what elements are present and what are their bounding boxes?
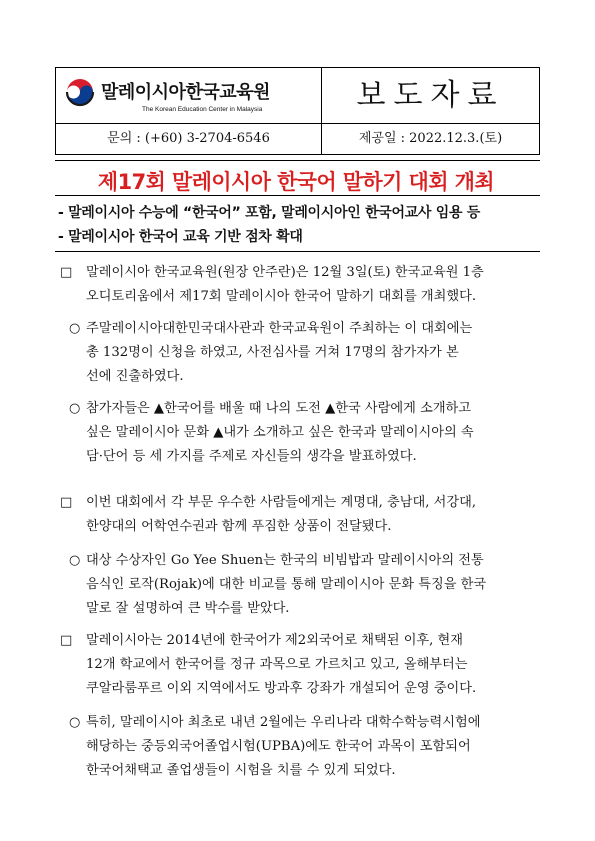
paragraph-line: 총 132명이 신청을 하였고, 사전심사를 거쳐 17명의 참가자가 본 [86, 345, 459, 360]
paragraph-line: 말로 잘 설명하여 큰 박수를 받았다. [86, 601, 290, 616]
paragraph-line: 쿠알라룸푸르 이외 지역에서도 방과후 강좌가 개설되어 운영 중이다. [86, 681, 477, 696]
paragraph-line: 한국어채택교 졸업생들이 시험을 치를 수 있게 되었다. [86, 763, 396, 778]
paragraph-line: 대상 수상자인 Go Yee Shuen는 한국의 비빔밥과 말레이시아의 전통 [86, 553, 484, 568]
title-top-rule [55, 160, 540, 161]
square-bullet-icon: □ [60, 265, 73, 280]
subtitle-2: - 말레이시아 한국어 교육 기반 점차 확대 [58, 229, 303, 245]
paragraph-line: 해당하는 중등외국어졸업시험(UPBA)에도 한국어 과목이 포함되어 [86, 739, 471, 754]
subtitle-rule [55, 251, 540, 252]
korea-emblem-icon [64, 76, 96, 108]
paragraph-line: 선에 진출하였다. [86, 369, 184, 384]
org-name: 말레이시아한국교육원 [101, 82, 270, 103]
press-release-label: 보도자료 [356, 78, 505, 113]
circle-bullet-icon: ○ [69, 715, 81, 730]
square-bullet-icon: □ [60, 495, 73, 510]
page-title: 제17회 말레이시아 한국어 말하기 대회 개최 [97, 170, 495, 194]
paragraph-line: 주말레이시아대한민국대사관과 한국교육원이 주최하는 이 대회에는 [86, 321, 473, 336]
press-header [55, 67, 540, 155]
circle-bullet-icon: ○ [69, 553, 81, 568]
circle-bullet-icon: ○ [69, 321, 81, 336]
paragraph-line: 말레이시아 한국교육원(원장 안주란)은 12월 3일(토) 한국교육원 1층 [86, 265, 484, 280]
contact-phone: 문의 : (+60) 3-2704-6546 [107, 131, 270, 146]
paragraph-line: 말레이시아는 2014년에 한국어가 제2외국어로 채택된 이후, 현재 [86, 633, 464, 648]
paragraph-line: 참가자들은 ▲한국어를 배울 때 나의 도전 ▲한국 사람에게 소개하고 [86, 401, 472, 416]
paragraph-line: 오디토리움에서 제17회 말레이시아 한국어 말하기 대회를 개최했다. [86, 289, 477, 304]
paragraph-line: 특히, 말레이시아 최초로 내년 2월에는 우리나라 대학수학능력시험에 [86, 715, 481, 730]
subtitle-1: - 말레이시아 수능에 “한국어” 포함, 말레이시아인 한국어교사 임용 등 [58, 205, 480, 221]
paragraph-line: 음식인 로작(Rojak)에 대한 비교를 통해 말레이시아 문화 특징을 한국 [86, 577, 487, 592]
paragraph-line: 한양대의 어학연수권과 함께 푸짐한 상품이 전달됐다. [86, 519, 392, 534]
circle-bullet-icon: ○ [69, 401, 81, 416]
paragraph-line: 싶은 말레이시아 문화 ▲내가 소개하고 싶은 한국과 말레이시아의 속 [86, 425, 474, 440]
release-date: 제공일 : 2022.12.3.(토) [358, 131, 503, 146]
paragraph-line: 12개 학교에서 한국어를 정규 과목으로 가르치고 있고, 올해부터는 [86, 657, 468, 672]
title-bottom-rule [55, 195, 540, 196]
org-english-name: The Korean Education Center in Malaysia [142, 106, 263, 113]
paragraph-line: 이번 대회에서 각 부문 우수한 사람들에게는 계명대, 충남대, 서강대, [86, 495, 477, 510]
paragraph-line: 담·단어 등 세 가지를 주제로 자신들의 생각을 발표하였다. [86, 449, 417, 464]
square-bullet-icon: □ [60, 633, 73, 648]
